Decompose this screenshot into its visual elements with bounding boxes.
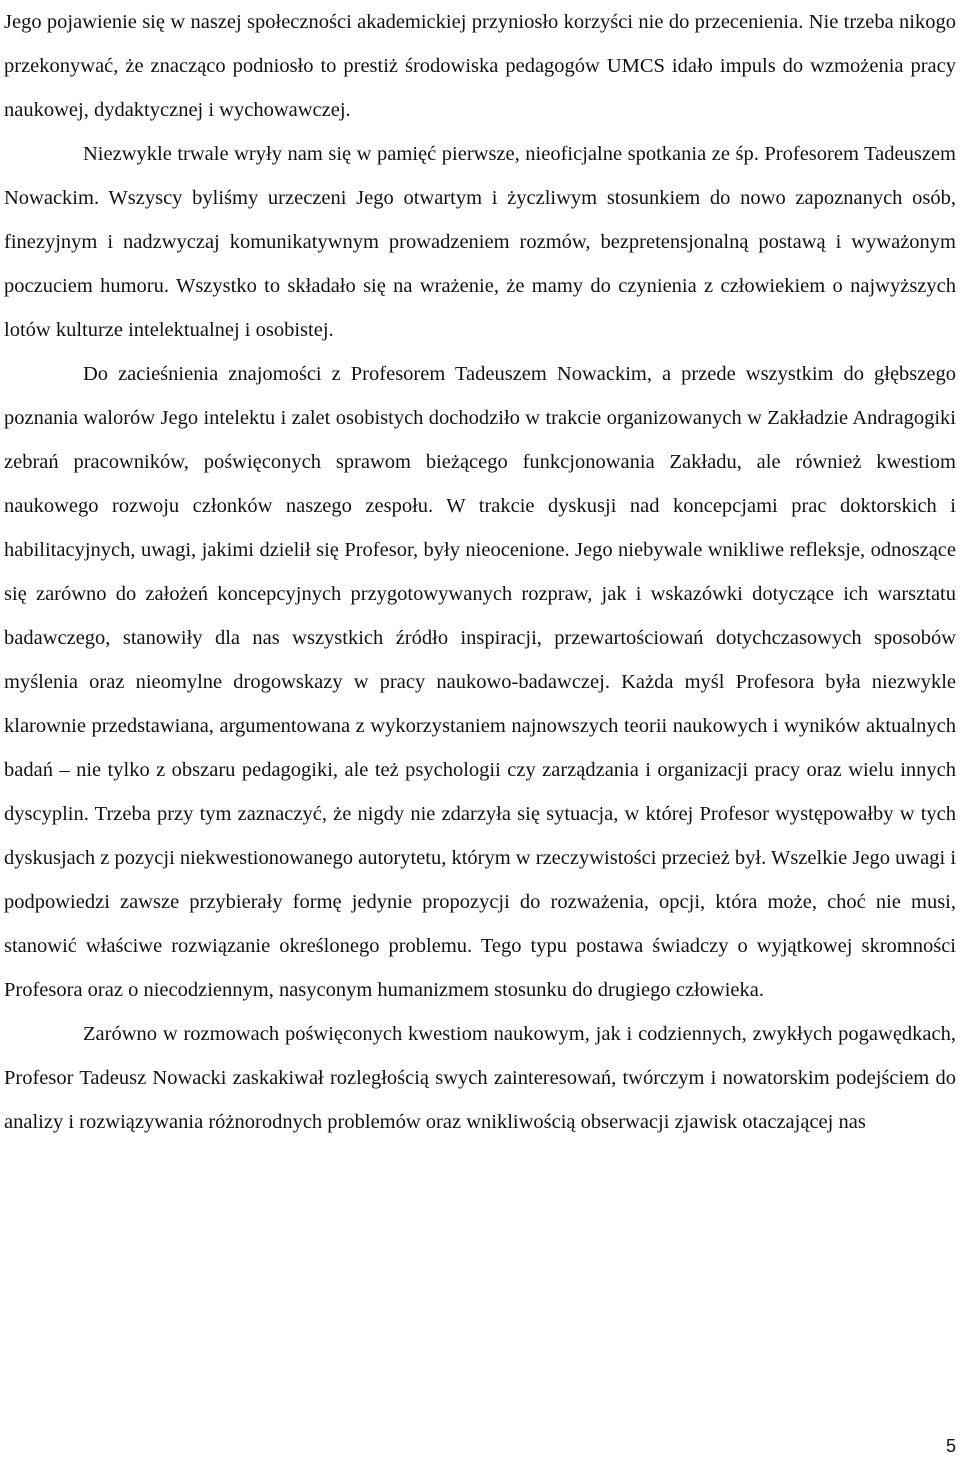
document-page <box>4 0 956 1144</box>
paragraph-4: Zarówno w rozmowach poświęconych kwestiom naukowym, jak i codziennych, zwykłych pogawędkach, Profesor Tadeusz Nowacki zaskakiwał rozległością swych zainteresowań, twórczym i nowatorskim podejściem do analizy i rozwiązywania różnorodnych problemów oraz wnikliwością obserwacji zjawisk otaczającej nas <box>4 1023 956 1133</box>
paragraph-2: Niezwykle trwale wryły nam się w pamięć pierwsze, nieoficjalne spotkania ze śp. Profesorem Tadeuszem Nowackim. Wszyscy byliśmy urzeczeni Jego otwartym i życzliwym stosunkiem do nowo zapoznanych osób, finezyjnym i nadzwyczaj komunikatywnym prowadzeniem rozmów, bezpretensjonalną postawą i wyważonym poczuciem humoru. Wszystko to składało się na wrażenie, że mamy do czynienia z człowiekiem o najwyższych lotów kulturze intelektualnej i osobistej. <box>4 143 956 341</box>
paragraph-1: Jego pojawienie się w naszej społeczności akademickiej przyniosło korzyści nie do przecenienia. Nie trzeba nikogo przekonywać, że znacząco podniosło to prestiż środowiska pedagogów UMCS idało impuls do wzmożenia pracy naukowej, dydaktycznej i wychowawczej. <box>4 11 956 121</box>
paragraph-3: Do zacieśnienia znajomości z Profesorem Tadeuszem Nowackim, a przede wszystkim do głębszego poznania walorów Jego intelektu i zalet osobistych dochodziło w trakcie organizowanych w Zakładzie Andragogiki zebrań pracowników, poświęconych sprawom bieżącego funkcjonowania Zakładu, ale również kwestiom naukowego rozwoju członków naszego zespołu. W trakcie dyskusji nad koncepcjami prac doktorskich i habilitacyjnych, uwagi, jakimi dzielił się Profesor, były nieocenione. Jego niebywale wnikliwe refleksje, odnoszące się zarówno do założeń koncepcyjnych przygotowywanych rozpraw, jak i wskazówki dotyczące ich warsztatu badawczego, stanowiły dla nas wszystkich źródło inspiracji, przewartościowań dotychczasowych sposobów myślenia oraz nieomylne drogowskazy w pracy naukowo-badawczej. Każda myśl Profesora była niezwykle klarownie przedstawiana, argumentowana z wykorzystaniem najnowszych teorii naukowych i wyników aktualnych badań – nie tylko z obszaru pedagogiki, ale też psychologii czy zarządzania i organizacji pracy oraz wielu innych dyscyplin. Trzeba przy tym zaznaczyć, że nigdy nie zdarzyła się sytuacja, w której Profesor występowałby w tych dyskusjach z pozycji niekwestionowanego autorytetu, którym w rzeczywistości przecież był. Wszelkie Jego uwagi i podpowiedzi zawsze przybierały formę jedynie propozycji do rozważenia, opcji, która może, choć nie musi, stanowić właściwe rozwiązanie określonego problemu. Tego typu postawa świadczy o wyjątkowej skromności Profesora oraz o niecodziennym, nasyconym humanizmem stosunku do drugiego człowieka. <box>4 363 957 1001</box>
page-number: 5 <box>945 1436 956 1456</box>
